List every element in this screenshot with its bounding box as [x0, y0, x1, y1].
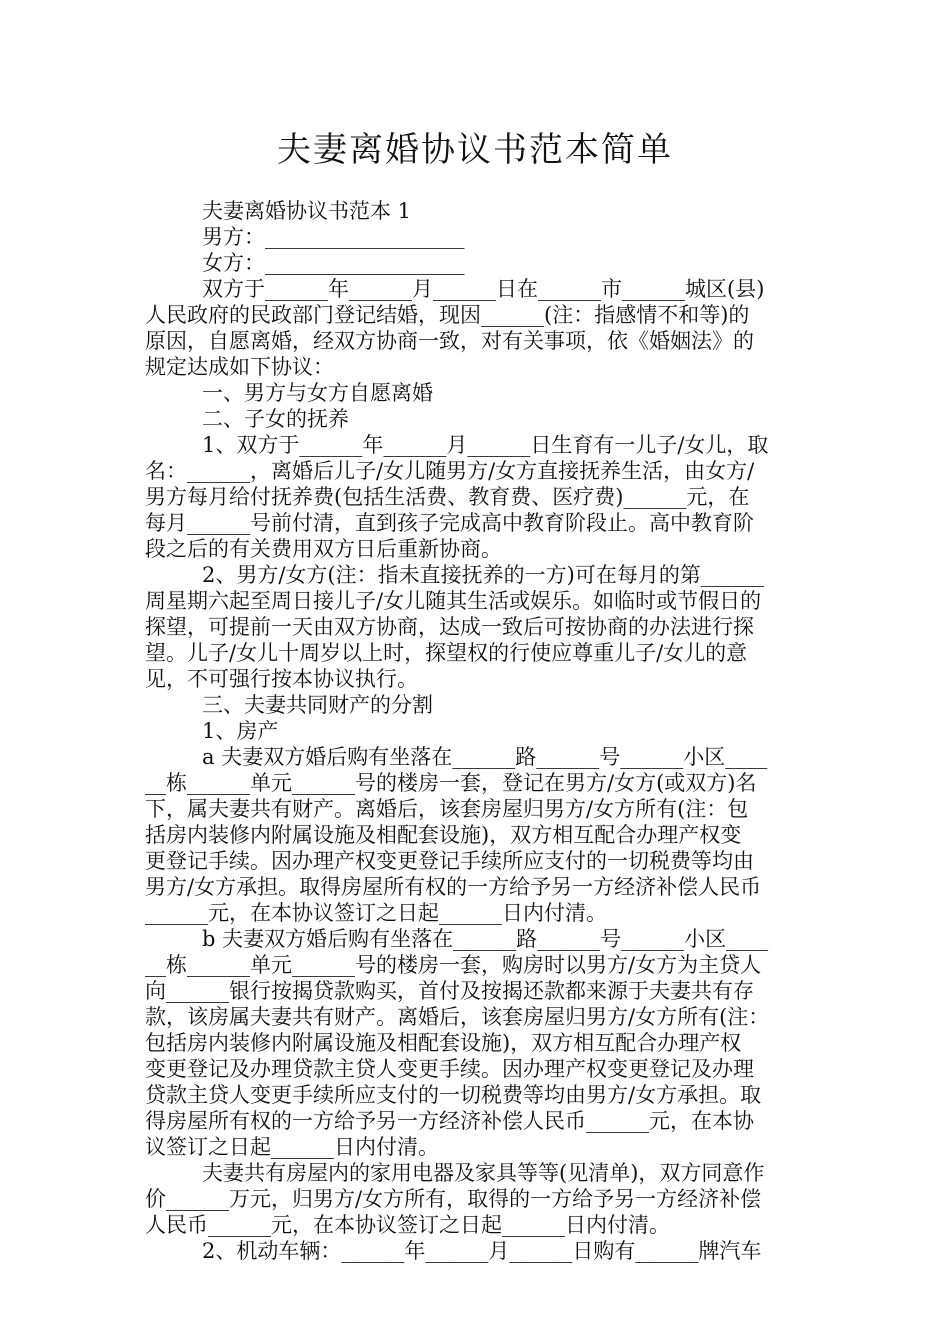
female-party-field: 女方：___________________ — [202, 251, 465, 275]
paragraph-line: 贷款主贷人变更手续所应支付的一切税费等均由男方/女方承担。取 — [145, 1083, 762, 1107]
document-body — [145, 198, 810, 1264]
paragraph-line: 规定达成如下协议： — [145, 355, 334, 379]
paragraph-line: 得房屋所有权的一方给予另一方经济补偿人民币______元，在本协 — [145, 1109, 754, 1133]
paragraph-line: 男方每月给付抚养费(包括生活费、教育费、医疗费)______元，在 — [145, 485, 750, 509]
paragraph-line: 名：______，离婚后儿子/女儿随男方/女方直接抚养生活，由女方/ — [145, 459, 755, 483]
paragraph-line: 望。儿子/女儿十周岁以上时，探望权的行使应尊重儿子/女儿的意 — [145, 641, 748, 665]
paragraph-line: 下，属夫妻共有财产。离婚后，该套房屋归男方/女方所有(注：包 — [145, 797, 749, 821]
paragraph-line: ______元，在本协议签订之日起______日内付清。 — [145, 901, 607, 925]
paragraph-line: 变更登记及办理贷款主贷人变更手续。因办理产权变更登记及办理 — [145, 1057, 754, 1081]
paragraph-line: 更登记手续。因办理产权变更登记手续所应支付的一切税费等均由 — [145, 849, 754, 873]
paragraph-line: 夫妻共有房屋内的家用电器及家具等等(见清单)，双方同意作 — [202, 1161, 765, 1185]
clause-heading: 一、男方与女方自愿离婚 — [202, 381, 433, 405]
section-heading: 夫妻离婚协议书范本 1 — [202, 199, 412, 223]
clause-heading: 三、夫妻共同财产的分割 — [202, 693, 433, 717]
paragraph-line: __栋______单元______号的楼房一套，购房时以男方/女方为主贷人 — [145, 953, 762, 977]
paragraph-line: 议签订之日起______日内付清。 — [145, 1135, 439, 1159]
paragraph-line: 段之后的有关费用双方日后重新协商。 — [145, 537, 502, 561]
clause-heading: 二、子女的抚养 — [202, 407, 349, 431]
paragraph-line: 双方于______年______月______日在______市______城区(县) — [202, 277, 765, 301]
document-title: 夫妻离婚协议书范本简单 — [277, 130, 673, 170]
paragraph-line: 价______万元，归男方/女方所有，取得的一方给予另一方经济补偿 — [145, 1187, 762, 1211]
paragraph-line: 人民币______元，在本协议签订之日起______日内付清。 — [145, 1213, 670, 1237]
paragraph-line: 男方/女方承担。取得房屋所有权的一方给予另一方经济补偿人民币 — [145, 875, 762, 899]
paragraph-line: 2、男方/女方(注：指未直接抚养的一方)可在每月的第______ — [202, 563, 764, 587]
paragraph-line: 款，该房属夫妻共有财产。离婚后，该套房屋归男方/女方所有(注： — [145, 1005, 770, 1029]
paragraph-line: a 夫妻双方婚后购有坐落在______路______号______小区____ — [202, 745, 768, 769]
paragraph-line: b 夫妻双方婚后购有坐落在______路______号______小区____ — [202, 927, 769, 951]
paragraph-line: 每月______号前付清，直到孩子完成高中教育阶段止。高中教育阶 — [145, 511, 754, 535]
paragraph-line: 包括房内装修内附属设施及相配套设施)，双方相互配合办理产权 — [145, 1031, 742, 1055]
paragraph-line: 见，不可强行按本协议执行。 — [145, 667, 418, 691]
paragraph-line: 1、双方于______年______月______日生育有一儿子/女儿，取 — [202, 433, 769, 457]
male-party-field: 男方：___________________ — [202, 225, 465, 249]
paragraph-line: 周星期六起至周日接儿子/女儿随其生活或娱乐。如临时或节假日的 — [145, 589, 762, 613]
paragraph-line: __栋______单元______号的楼房一套，登记在男方/女方(或双方)名 — [145, 771, 757, 795]
clause-heading: 1、房产 — [202, 719, 279, 743]
paragraph-line: 向______银行按揭贷款购买，首付及按揭还款都来源于夫妻共有存 — [145, 979, 754, 1003]
paragraph-line: 人民政府的民政部门登记结婚，现因______(注：指感情不和等)的 — [145, 303, 750, 327]
paragraph-line: 括房内装修内附属设施及相配套设施)，双方相互配合办理产权变 — [145, 823, 742, 847]
paragraph-line: 2、机动车辆：______年______月______日购有______牌汽车 — [202, 1239, 762, 1263]
paragraph-line: 原因，自愿离婚，经双方协商一致，对有关事项，依《婚姻法》的 — [145, 329, 754, 353]
paragraph-line: 探望，可提前一天由双方协商，达成一致后可按协商的办法进行探 — [145, 615, 754, 639]
